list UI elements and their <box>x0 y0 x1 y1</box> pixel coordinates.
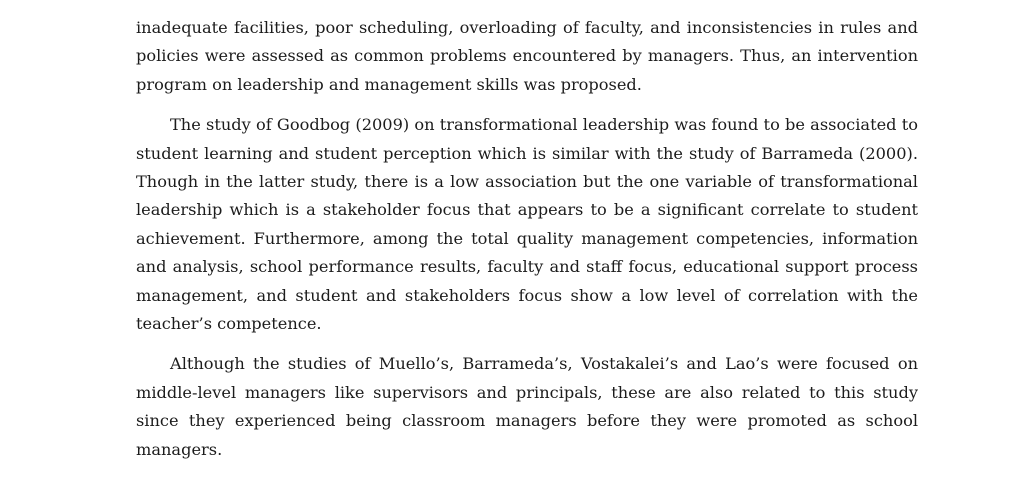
paragraph-1: inadequate facilities, poor scheduling, overloading of faculty, and inconsistencies in rules and policies were assessed as common problems encountered by managers. Thus, an intervention program on leadership and management skills was proposed. <box>136 18 918 94</box>
paragraph-3: Although the studies of Muello’s, Barrameda’s, Vostakalei’s and Lao’s were focused on middle-level managers like supervisors and principals, these are also related to this study since they experienced being classroom managers before they were promoted as school managers. <box>136 354 918 459</box>
document-body <box>136 14 918 464</box>
paragraph-2: The study of Goodbog (2009) on transformational leadership was found to be associated to student learning and student perception which is similar with the study of Barrameda (2000). Though in the latter study, there is a low association but the one variable of transformational leadership which is a stakeholder focus that appears to be a significant correlate to student achievement. Furthermore, among the total quality management competencies, information and analysis, school performance results, faculty and staff focus, educational support process management, and student and stakeholders focus show a low level of correlation with the teacher’s competence. <box>136 115 918 334</box>
